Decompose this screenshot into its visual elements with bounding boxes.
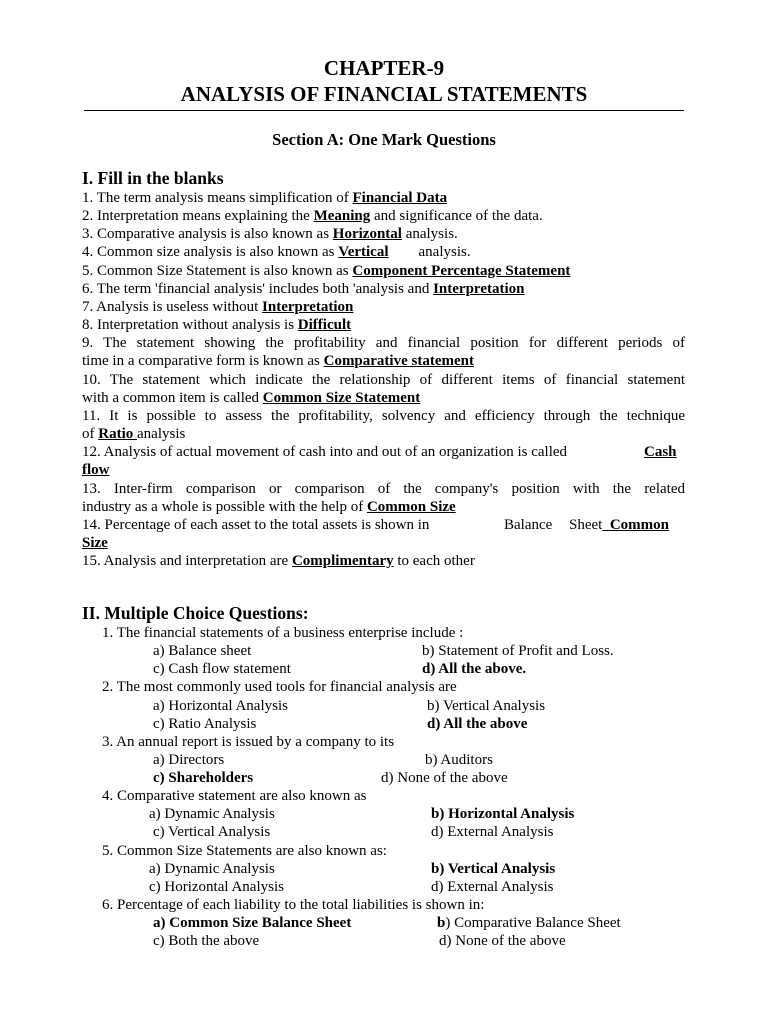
mcq-option-c-correct: c) Shareholders xyxy=(153,770,254,786)
mcq-option-d: d) External Analysis xyxy=(431,879,554,895)
mcq-option-c: c) Both the above xyxy=(153,933,260,949)
mcq-question: 1. The financial statements of a business enterprise include : xyxy=(102,625,464,641)
fill-blank-q10-line1: 10. The statement which indicate the relationship of different items of financial statement xyxy=(82,372,685,388)
answer: Common Size Statement xyxy=(262,390,421,406)
answer: Common Size xyxy=(366,499,456,515)
mcq-option-d-correct: d) All the above xyxy=(427,716,528,732)
fill-blank-q8: 8. Interpretation without analysis is Difficult xyxy=(82,317,352,333)
fill-blank-q12-answer-part2: flow xyxy=(82,462,110,478)
fill-blank-q14-sheet: Sheet Common xyxy=(569,517,669,533)
mcq-option-b-correct: b) Vertical Analysis xyxy=(431,861,556,877)
mcq-option-a: a) Dynamic Analysis xyxy=(149,806,275,822)
fill-blank-q13-line1: 13. Inter-firm comparison or comparison of the company's position with the related xyxy=(82,481,685,497)
chapter-label: CHAPTER-9 xyxy=(323,56,445,80)
section-title: Section A: One Mark Questions xyxy=(272,130,496,149)
mcq-option-c: c) Ratio Analysis xyxy=(153,716,257,732)
answer: Component Percentage Statement xyxy=(352,263,571,279)
fill-blank-q4: 4. Common size analysis is also known as Vertical analysis. xyxy=(82,244,471,260)
mcq-option-a-correct: a) Common Size Balance Sheet xyxy=(153,915,352,931)
chapter-title: ANALYSIS OF FINANCIAL STATEMENTS xyxy=(180,82,588,106)
answer: Interpretation xyxy=(433,281,525,297)
fill-blank-q9-line2: time in a comparative form is known as Comparative statement xyxy=(82,353,474,369)
answer: Horizontal xyxy=(332,226,402,242)
fill-blank-q12-line1: 12. Analysis of actual movement of cash into and out of an organization is called xyxy=(82,444,568,460)
mcq-question: 2. The most commonly used tools for financial analysis are xyxy=(102,679,457,695)
mcq-option-b: b) Statement of Profit and Loss. xyxy=(422,643,614,659)
mcq-option-c: c) Horizontal Analysis xyxy=(149,879,284,895)
mcq-option-a: a) Directors xyxy=(153,752,225,768)
mcq-question: 4. Comparative statement are also known as xyxy=(102,788,367,804)
fill-blank-q11-line2: of Ratio analysis xyxy=(82,426,186,442)
title-divider xyxy=(84,110,684,111)
fill-blank-q5: 5. Common Size Statement is also known as Component Percentage Statement xyxy=(82,263,571,279)
fill-blank-q14-answer-part2: Size xyxy=(82,535,108,551)
fill-blank-q9-line1: 9. The statement showing the profitability and financial position for different periods of xyxy=(82,335,685,351)
answer: Comparative statement xyxy=(323,353,474,369)
fill-blank-q3: 3. Comparative analysis is also known as Horizontal analysis. xyxy=(82,226,458,242)
answer: Difficult xyxy=(297,317,352,333)
mcq-option-c: c) Cash flow statement xyxy=(153,661,291,677)
mcq-option-d-correct: d) All the above. xyxy=(422,661,527,677)
mcq-option-b: b) Comparative Balance Sheet xyxy=(437,915,621,931)
fill-blank-q12-answer-part1: Cash xyxy=(644,444,677,460)
answer: Vertical xyxy=(338,244,389,260)
mcq-option-b: b) Vertical Analysis xyxy=(427,698,546,714)
fill-blank-q2: 2. Interpretation means explaining the Meaning and significance of the data. xyxy=(82,208,543,224)
answer: Meaning xyxy=(313,208,371,224)
mcq-question: 5. Common Size Statements are also known as: xyxy=(102,843,387,859)
fill-blank-q14-line1: 14. Percentage of each asset to the total assets is shown in xyxy=(82,517,430,533)
mcq-question: 6. Percentage of each liability to the total liabilities is shown in: xyxy=(102,897,485,913)
answer: Interpretation xyxy=(262,299,354,315)
mcq-option-b: b) Auditors xyxy=(425,752,493,768)
fill-blanks-heading: I. Fill in the blanks xyxy=(82,168,224,188)
mcq-option-a: a) Horizontal Analysis xyxy=(153,698,288,714)
mcq-option-c: c) Vertical Analysis xyxy=(153,824,271,840)
mcq-heading: II. Multiple Choice Questions: xyxy=(82,603,309,623)
fill-blank-q7: 7. Analysis is useless without Interpretation xyxy=(82,299,354,315)
mcq-option-d: d) None of the above xyxy=(439,933,566,949)
mcq-option-b-correct: b) Horizontal Analysis xyxy=(431,806,575,822)
fill-blank-q11-line1: 11. It is possible to assess the profitability, solvency and efficiency through the technique xyxy=(82,408,685,424)
fill-blank-q13-line2: industry as a whole is possible with the help of Common Size xyxy=(82,499,456,515)
fill-blank-q1: 1. The term analysis means simplification of Financial Data xyxy=(82,190,448,206)
mcq-option-d: d) None of the above xyxy=(381,770,508,786)
answer: Complimentary xyxy=(291,553,394,569)
fill-blank-q15: 15. Analysis and interpretation are Complimentary to each other xyxy=(82,553,475,569)
mcq-option-d: d) External Analysis xyxy=(431,824,554,840)
answer: Financial Data xyxy=(352,190,448,206)
fill-blank-q6: 6. The term 'financial analysis' includes both 'analysis and Interpretation xyxy=(82,281,525,297)
mcq-option-a: a) Balance sheet xyxy=(153,643,252,659)
fill-blank-q10-line2: with a common item is called Common Size Statement xyxy=(82,390,421,406)
mcq-question: 3. An annual report is issued by a company to its xyxy=(102,734,395,750)
mcq-option-a: a) Dynamic Analysis xyxy=(149,861,275,877)
fill-blank-q14-balance: Balance xyxy=(504,517,553,533)
answer: Ratio xyxy=(98,426,137,442)
